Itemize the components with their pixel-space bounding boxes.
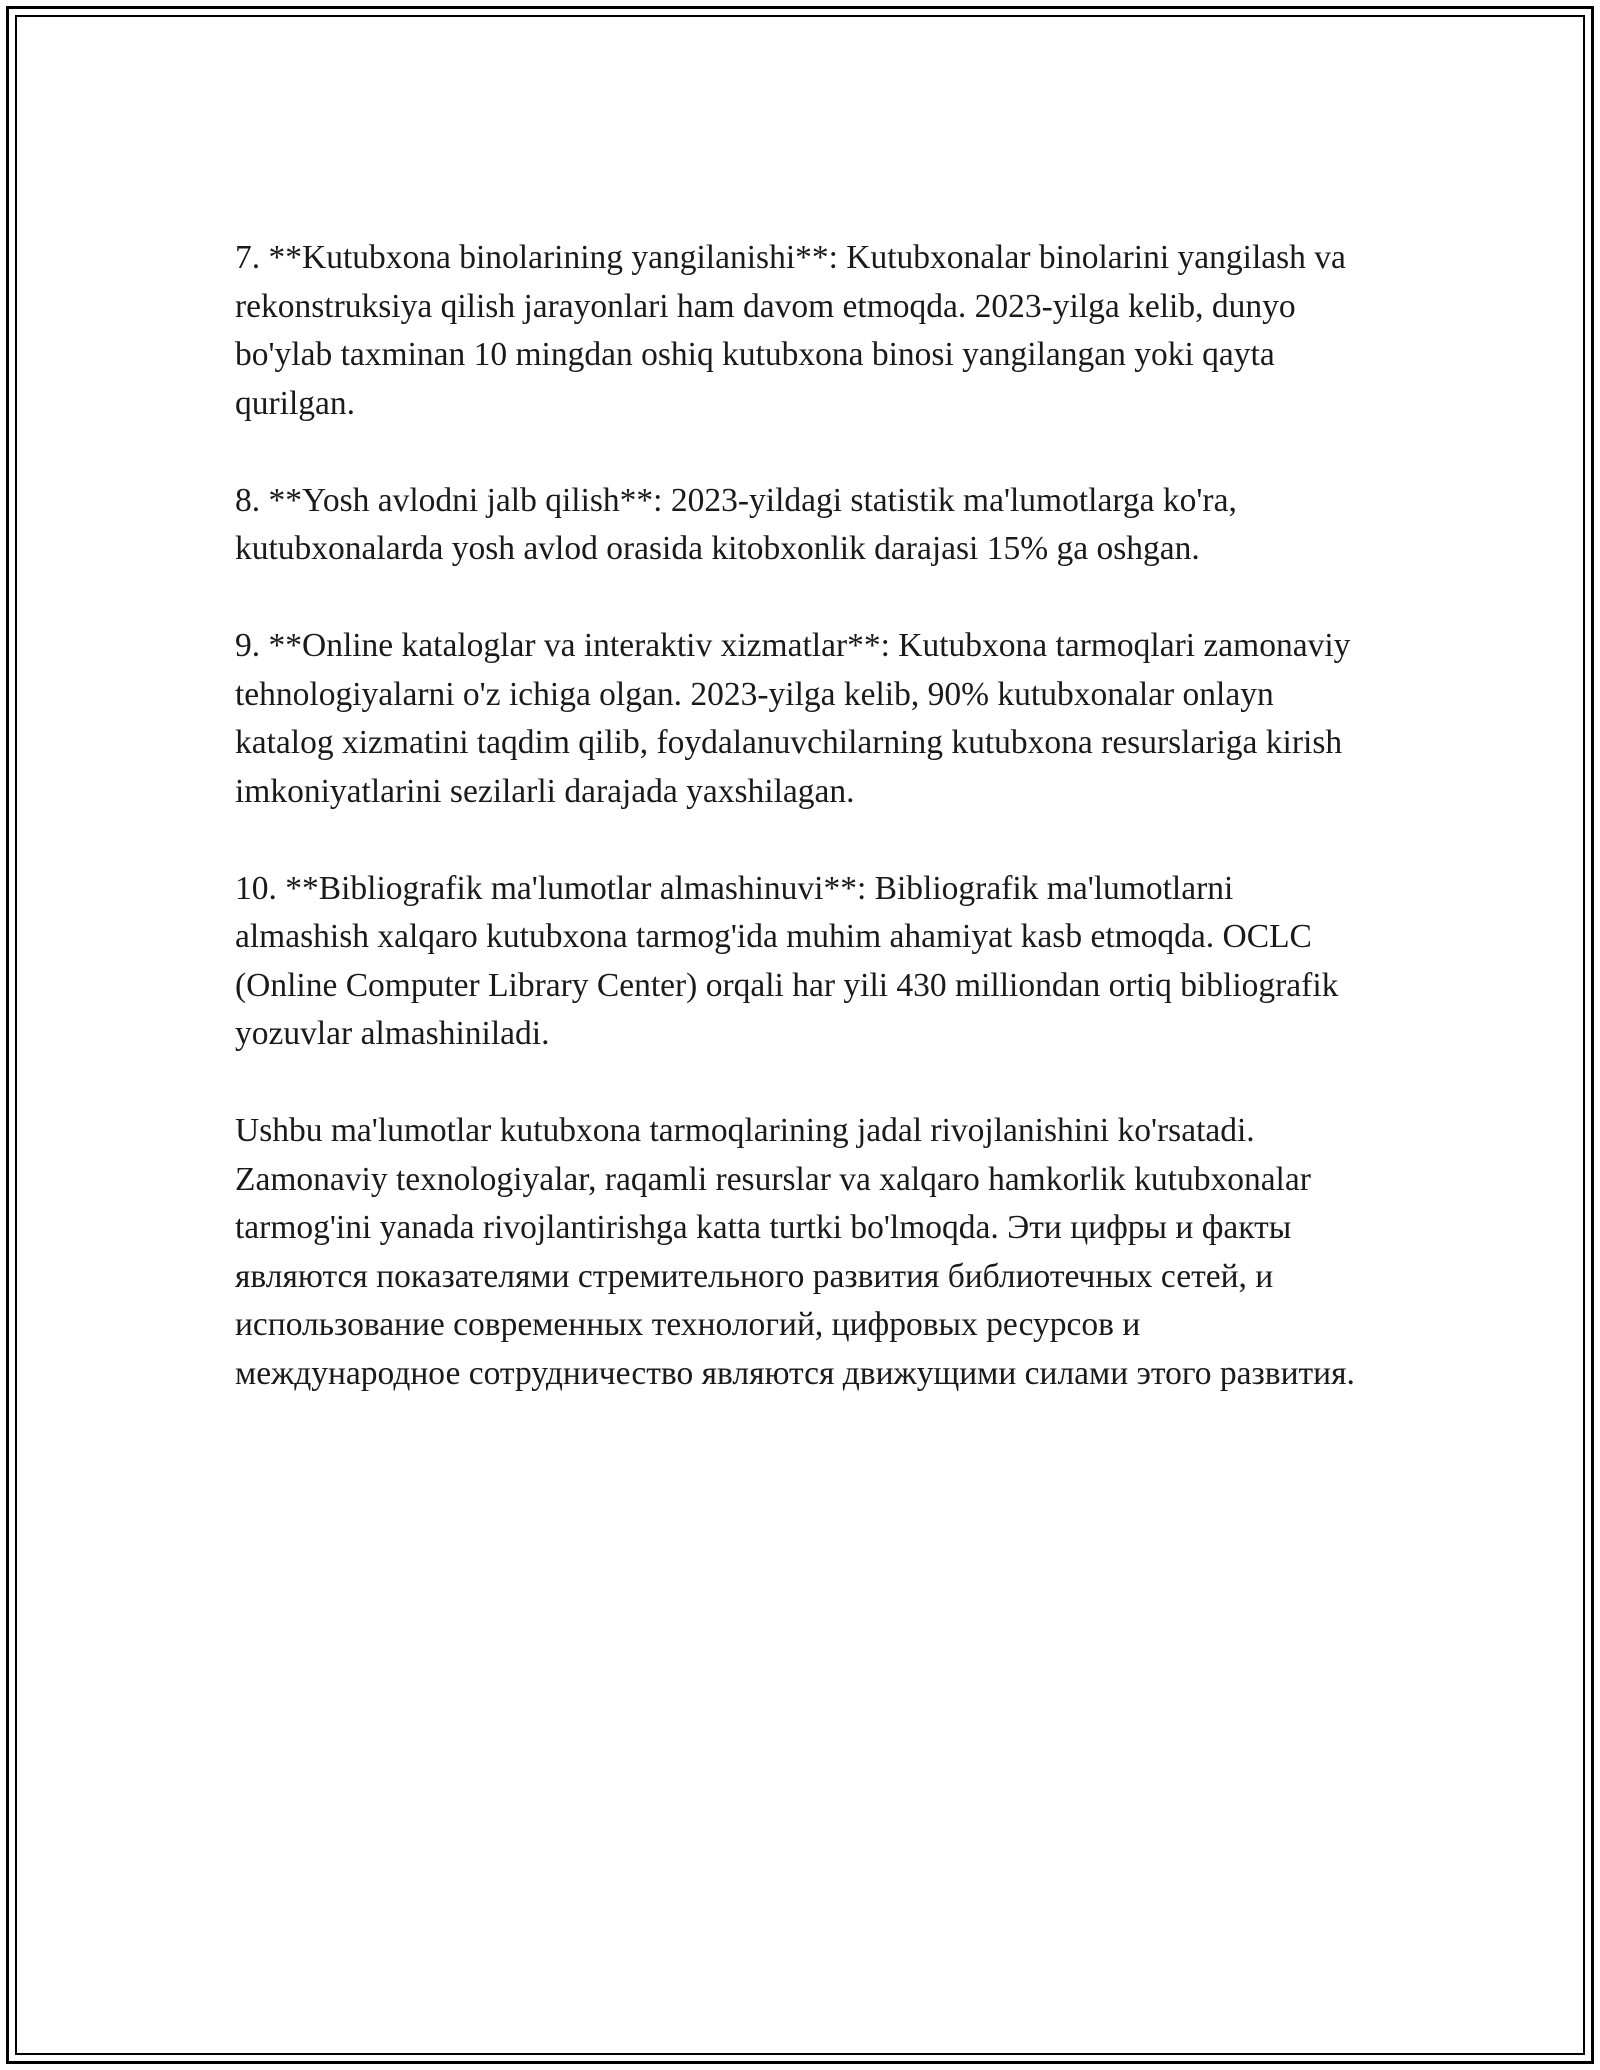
paragraph-item-7: 7. **Kutubxona binolarining yangilanishi**: Kutubxonalar binolarini yangilash va rekonstruksiya qilish jarayonlari ham davom etmoqda. 2023-yilga kelib, dunyo bo'ylab taxminan 10 mingdan oshiq kutubxona binosi yangilangan yoki qayta qurilgan. bbox=[235, 239, 1346, 422]
paragraph-item-9: 9. **Online kataloglar va interaktiv xizmatlar**: Kutubxona tarmoqlari zamonaviy tehnologiyalarni o'z ichiga olgan. 2023-yilga kelib, 90% kutubxonalar onlayn katalog xizmatini taqdim qilib, foydalanuvchilarning kutubxona resurslariga kirish imkoniyatlarini sezilarli darajada yaxshilagan. bbox=[235, 627, 1351, 810]
document-body bbox=[235, 234, 1365, 1398]
paragraph-item-8: 8. **Yosh avlodni jalb qilish**: 2023-yildagi statistik ma'lumotlarga ko'ra, kutubxonalarda yosh avlod orasida kitobxonlik darajasi 15% ga oshgan. bbox=[235, 481, 1237, 567]
paragraph-item-10: 10. **Bibliografik ma'lumotlar almashinuvi**: Bibliografik ma'lumotlarni almashish xalqaro kutubxona tarmog'ida muhim ahamiyat kasb etmoqda. OCLC (Online Computer Library Center) orqali har yili 430 milliondan ortiq bibliografik yozuvlar almashiniladi. bbox=[235, 869, 1339, 1052]
paragraph-conclusion: Ushbu ma'lumotlar kutubxona tarmoqlarining jadal rivojlanishini ko'rsatadi. Zamonaviy texnologiyalar, raqamli resurslar va xalqaro hamkorlik kutubxonalar tarmog'ini yanada rivojlantirishga katta turtki bo'lmoqda. Эти цифры и факты являются показателями стремительного развития библиотечных сетей, и использование современных технологий, цифровых ресурсов и международное сотрудничество являются движущими силами этого развития. bbox=[235, 1112, 1355, 1392]
